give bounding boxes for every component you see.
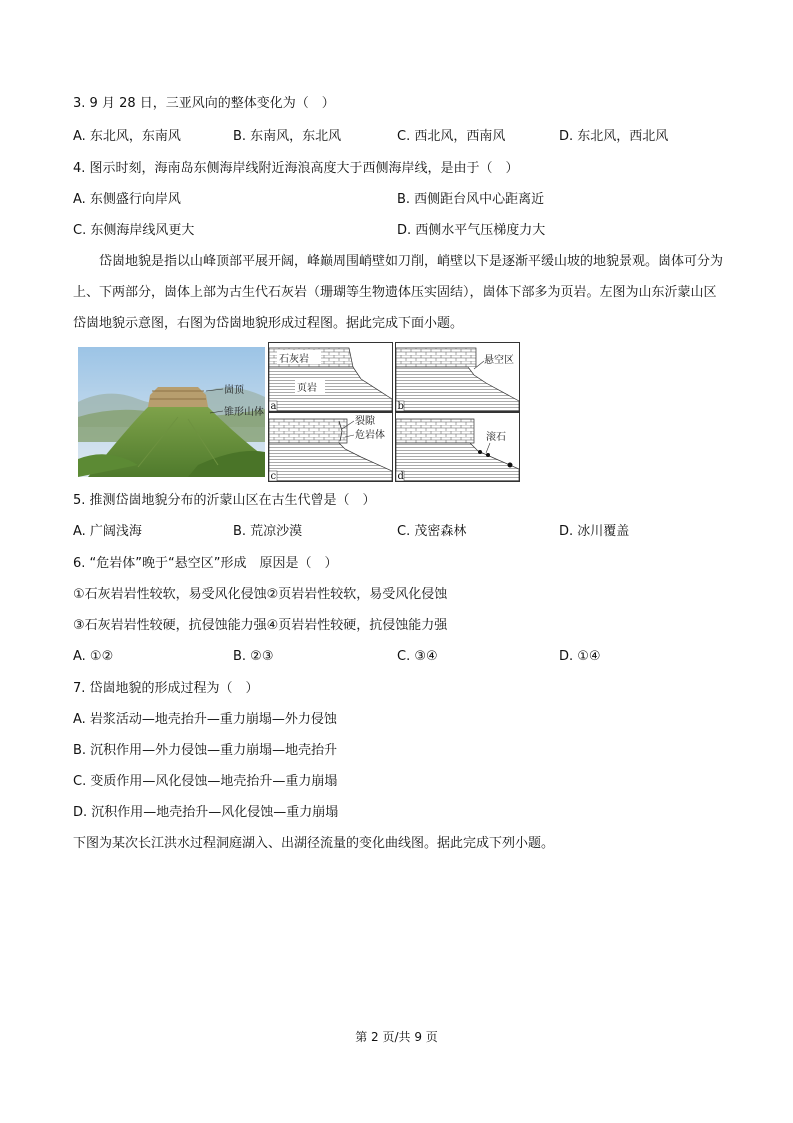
panel-c [268,412,393,482]
q3-option-d: D. 东北风，西北风 [559,129,669,144]
q4-option-a: A. 东侧盛行向岸风 [73,192,181,207]
panel-d-label-rockfall: 滚石 [486,432,506,443]
q5-option-d: D. 冰川覆盖 [559,524,630,539]
q4-option-d: D. 西侧水平气压梯度力大 [397,223,546,238]
q3-option-b: B. 东南风，东北风 [233,129,342,144]
panel-b [395,342,520,412]
q6-option-a: A. ①② [73,649,114,664]
q5-option-a: A. 广阔浅海 [73,524,142,539]
question-5-stem: 5. 推测岱崮地貌分布的沂蒙山区在古生代曾是（ ） [73,493,376,508]
panel-a [268,342,393,412]
question-4-stem: 4. 图示时刻，海南岛东侧海岸线附近海浪高度大于西侧海岸线，是由于（ ） [73,161,519,176]
q5-option-c: C. 茂密森林 [397,524,467,539]
question-4-options-row2 [73,222,723,240]
panel-b-label-overhang: 悬空区 [484,355,514,366]
question-3-options [73,128,723,146]
question-4-options-row1 [73,191,723,209]
q4-option-c: C. 东侧海岸线风更大 [73,223,195,238]
q3-option-a: A. 东北风，东南风 [73,129,181,144]
panel-b-letter: b [397,401,404,411]
q4-option-b: B. 西侧距台风中心距离近 [397,192,545,207]
panel-c-label-fissure: 裂隙 [355,416,375,427]
panel-d-letter: d [397,471,404,481]
q7-option-d: D. 沉积作用—地壳抬升—风化侵蚀—重力崩塌 [73,805,339,820]
q5-option-b: B. 荒凉沙漠 [233,524,303,539]
panel-a-letter: a [270,401,277,411]
passage-text: 岱崮地貌是指以山峰顶部平展开阔，峰巅周围峭壁如刀削，峭壁以下是逐渐平缓山坡的地貌景观。崮体可分为上、下两部分，崮体上部为古生代石灰岩（珊瑚等生物遗体压实固结），崮体下部多为页岩。左图为山东沂蒙山区岱崮地貌示意图，右图为岱崮地貌形成过程图。据此完成下面小题。 [73,254,724,331]
q7-option-a: A. 岩浆活动—地壳抬升—重力崩塌—外力侵蚀 [73,712,337,727]
question-6-stem: 6. “危岩体”晚于“悬空区”形成 原因是（ ） [73,556,338,571]
question-6-statements-2: ③石灰岩岩性较硬，抗侵蚀能力强④页岩岩性较硬，抗侵蚀能力强 [73,618,448,633]
question-7-stem: 7. 岱崮地貌的形成过程为（ ） [73,681,259,696]
panel-a-label-shale: 页岩 [297,383,317,394]
q3-option-c: C. 西北风，西南风 [397,129,506,144]
q6-option-b: B. ②③ [233,649,274,664]
panel-d [395,412,520,482]
photo-label-top: 崮顶 [224,385,244,396]
q6-option-c: C. ③④ [397,649,438,664]
page-footer: 第 2 页/共 9 页 [355,1030,438,1044]
q7-option-c: C. 变质作用—风化侵蚀—地壳抬升—重力崩塌 [73,774,338,789]
q7-option-b: B. 沉积作用—外力侵蚀—重力崩塌—地壳抬升 [73,743,338,758]
landscape-photo [78,347,265,477]
question-5-options [73,523,723,541]
photo-label-cone: 锥形山体 [224,407,264,418]
question-3-stem: 3. 9 月 28 日，三亚风向的整体变化为（ ） [73,96,335,111]
panel-a-label-limestone: 石灰岩 [279,354,309,365]
panel-c-letter: c [270,471,277,481]
panel-c-label-dangerous-rock: 危岩体 [355,430,385,441]
q6-option-d: D. ①④ [559,649,601,664]
question-6-statements-1: ①石灰岩岩性较软，易受风化侵蚀②页岩岩性较软，易受风化侵蚀 [73,587,448,602]
next-section-intro: 下图为某次长江洪水过程洞庭湖入、出湖径流量的变化曲线图。据此完成下列小题。 [73,836,555,851]
question-6-options [73,648,723,666]
